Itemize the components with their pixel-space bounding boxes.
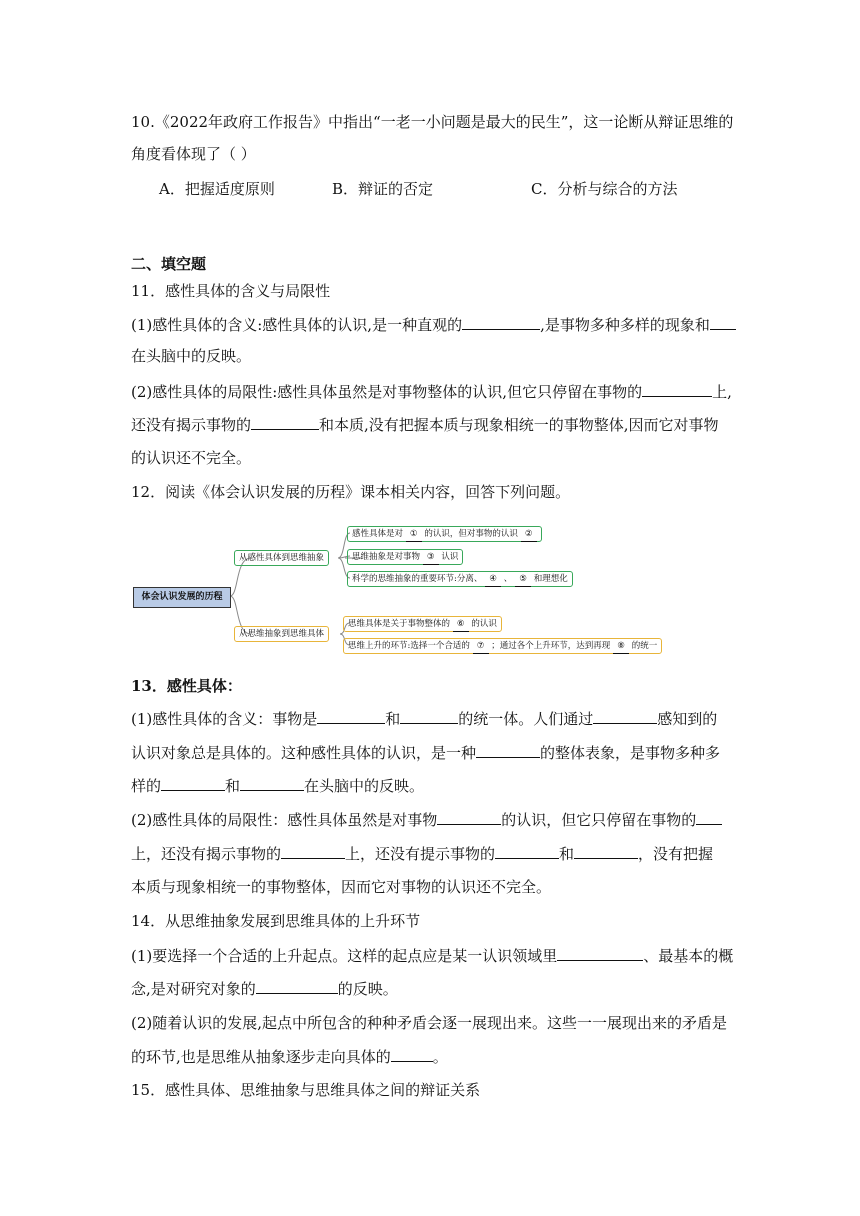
text: ,是事物多种多样的现象和 xyxy=(540,316,710,334)
question-13-p2-line2 xyxy=(131,843,713,864)
text: 在头脑中的反映。 xyxy=(304,777,425,795)
question-11-p2-line3: 的认识还不完全。 xyxy=(131,449,252,467)
blank-3[interactable]: ③ xyxy=(423,550,439,565)
question-11-p2-line1 xyxy=(131,381,732,402)
text: 的认识 xyxy=(471,619,497,629)
text: 上，还没有提示事物的 xyxy=(345,845,496,863)
blank-8[interactable]: ⑧ xyxy=(613,639,629,654)
text: ，没有把握 xyxy=(638,845,714,863)
diagram-leaf-5 xyxy=(343,638,662,654)
text: 还没有揭示事物的 xyxy=(131,416,252,434)
text: 和 xyxy=(385,710,401,728)
blank-5[interactable]: ⑤ xyxy=(515,572,531,587)
answer-blank[interactable] xyxy=(251,414,319,430)
text: ；通过各个上升环节，达到再现 xyxy=(491,641,611,651)
question-14-p2-line1: (2)随着认识的发展,起点中所包含的种种矛盾会逐一展现出来。这些一一展现出来的矛盾是 xyxy=(131,1014,728,1032)
answer-blank[interactable] xyxy=(593,708,657,724)
answer-blank[interactable] xyxy=(317,708,385,724)
question-14-p1-line2 xyxy=(131,978,398,999)
answer-blank[interactable] xyxy=(256,978,338,994)
answer-blank[interactable] xyxy=(557,945,643,961)
text: 的统一体。人们通过 xyxy=(458,710,594,728)
diagram-leaf-3 xyxy=(347,571,573,587)
question-12-title: 12．阅读《体会认识发展的历程》课本相关内容，回答下列问题。 xyxy=(131,483,571,501)
question-13-p1-line3 xyxy=(131,775,424,796)
answer-blank[interactable] xyxy=(476,742,540,758)
text: 念,是对研究对象的 xyxy=(131,980,256,998)
answer-blank[interactable] xyxy=(161,775,225,791)
text: 。 xyxy=(432,1048,448,1066)
text: (2)感性具体的局限性:感性具体虽然是对事物整体的认识,但它只停留在事物的 xyxy=(131,383,643,401)
text: (1)感性具体的含义：事物是 xyxy=(131,710,318,728)
answer-blank[interactable] xyxy=(391,1046,433,1062)
text: (1)感性具体的含义:感性具体的认识,是一种直观的 xyxy=(131,316,463,334)
text: 、 xyxy=(503,574,513,584)
question-14-p1-line1 xyxy=(131,945,733,966)
text: 思维具体是关于事物整体的 xyxy=(348,619,451,629)
text: 认识 xyxy=(441,552,459,562)
diagram-branch-2: 从思维抽象到思维具体 xyxy=(234,626,329,642)
question-14-p2-line2 xyxy=(131,1046,448,1067)
text: 的认识，但它只停留在事物的 xyxy=(501,811,697,829)
answer-blank[interactable] xyxy=(696,809,722,825)
diagram-branch-1: 从感性具体到思维抽象 xyxy=(234,550,329,566)
text: 和 xyxy=(225,777,241,795)
blank-1[interactable]: ① xyxy=(406,527,422,542)
text: 和本质,没有把握本质与现象相统一的事物整体,因而它对事物 xyxy=(319,416,719,434)
question-11-p1-line2: 在头脑中的反映。 xyxy=(131,347,252,365)
text: 、最基本的概 xyxy=(643,947,734,965)
blank-4[interactable]: ④ xyxy=(485,572,501,587)
question-15-title: 15．感性具体、思维抽象与思维具体之间的辩证关系 xyxy=(131,1081,481,1099)
answer-blank[interactable] xyxy=(437,809,501,825)
option-b[interactable]: B．辩证的否定 xyxy=(332,180,434,198)
answer-blank[interactable] xyxy=(710,314,736,330)
answer-blank[interactable] xyxy=(642,381,712,397)
section-title: 二、填空题 xyxy=(131,255,207,273)
question-13-p2-line3: 本质与现象相统一的事物整体，因而它对事物的认识还不完全。 xyxy=(131,878,552,896)
text: 样的 xyxy=(131,777,162,795)
answer-blank[interactable] xyxy=(495,843,559,859)
blank-6[interactable]: ⑥ xyxy=(453,617,469,632)
text: 感性具体是对 xyxy=(352,529,404,539)
question-13-p1-line2 xyxy=(131,742,720,763)
question-13-p1-line1 xyxy=(131,708,717,729)
text: 感知到的 xyxy=(657,710,718,728)
text: (1)要选择一个合适的上升起点。这样的起点应是某一认识领域里 xyxy=(131,947,558,965)
diagram-leaf-2 xyxy=(347,549,463,565)
text: 上，还没有揭示事物的 xyxy=(131,845,282,863)
blank-7[interactable]: ⑦ xyxy=(473,639,489,654)
question-14-title: 14．从思维抽象发展到思维具体的上升环节 xyxy=(131,912,421,930)
text: 的统一 xyxy=(631,641,658,651)
text: 思维上升的环节:选择一个合适的 xyxy=(348,641,470,651)
diagram-leaf-4 xyxy=(343,616,502,632)
text: (2)感性具体的局限性：感性具体虽然是对事物 xyxy=(131,811,438,829)
text: 思维抽象是对事物 xyxy=(352,552,421,562)
text: 科学的思维抽象的重要环节:分离、 xyxy=(352,574,483,584)
question-13-p2-line1 xyxy=(131,809,722,830)
answer-blank[interactable] xyxy=(281,843,345,859)
question-10-line-1: 10.《2022年政府工作报告》中指出“一老一小问题是最大的民生”，这一论断从辩证思维的 xyxy=(131,113,734,131)
answer-blank[interactable] xyxy=(574,843,638,859)
question-13-title: 13．感性具体： xyxy=(131,677,242,695)
text: 的反映。 xyxy=(337,980,398,998)
text: 认识对象总是具体的。这种感性具体的认识，是一种 xyxy=(131,744,477,762)
text: 的整体表象，是事物多种多 xyxy=(540,744,721,762)
text: 的认识，但对事物的认识 xyxy=(424,529,518,539)
blank-2[interactable]: ② xyxy=(521,527,537,542)
question-10-line-2: 角度看体现了（ ） xyxy=(131,145,256,163)
answer-blank[interactable] xyxy=(462,314,540,330)
question-11-p2-line2 xyxy=(131,414,719,435)
diagram-leaf-1 xyxy=(347,526,542,542)
text: 上, xyxy=(712,383,732,401)
knowledge-diagram xyxy=(131,520,711,655)
text: 和理想化 xyxy=(533,574,568,584)
text: 的环节,也是思维从抽象逐步走向具体的 xyxy=(131,1048,391,1066)
question-11-p1-line1 xyxy=(131,314,736,335)
answer-blank[interactable] xyxy=(240,775,304,791)
diagram-root: 体会认识发展的历程 xyxy=(133,587,231,608)
option-c[interactable]: C．分析与综合的方法 xyxy=(531,180,678,198)
question-11-title: 11．感性具体的含义与局限性 xyxy=(131,282,331,300)
text: 和 xyxy=(559,845,575,863)
answer-blank[interactable] xyxy=(400,708,458,724)
option-a[interactable]: A．把握适度原则 xyxy=(159,180,275,198)
